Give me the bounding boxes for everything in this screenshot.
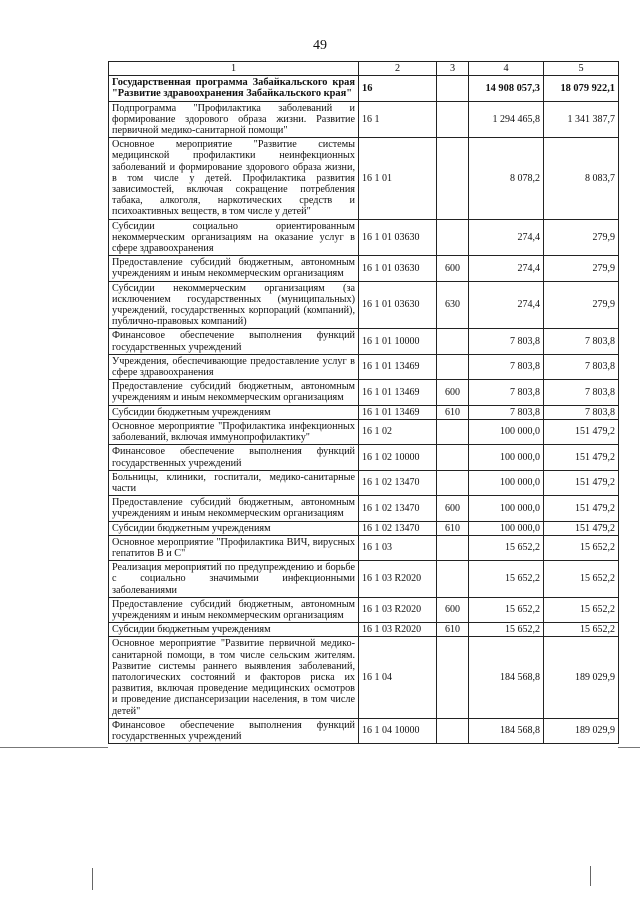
row-amount-2020-cell: 184 568,8 [469,718,544,743]
row-amount-2020-cell: 100 000,0 [469,521,544,535]
row-code-cell: 16 1 02 13470 [359,496,437,521]
row-name-cell: Финансовое обеспечение выполнения функций государственных учреждений [109,329,359,354]
header-cell-code: 2 [359,62,437,76]
scan-artifact-line [0,747,108,748]
row-name-cell: Предоставление субсидий бюджетным, автономным учреждениям и иным некоммерческим организациям [109,380,359,405]
table-row [109,405,619,419]
row-amount-2020-cell: 1 294 465,8 [469,101,544,138]
row-amount-2020-cell: 15 652,2 [469,535,544,560]
row-name-cell: Основное мероприятие "Профилактика инфекционных заболеваний, включая иммунопрофилактику" [109,419,359,444]
table-row [109,561,619,598]
row-code-cell: 16 1 01 13469 [359,354,437,379]
row-expense-type-cell: 630 [437,281,469,329]
row-code-cell: 16 1 02 13470 [359,470,437,495]
row-code-cell: 16 1 04 10000 [359,718,437,743]
row-name-cell: Государственная программа Забайкальского края "Развитие здравоохранения Забайкальского края" [109,76,359,101]
row-amount-2020-cell: 8 078,2 [469,138,544,219]
table-row [109,281,619,329]
row-amount-2020-cell: 7 803,8 [469,354,544,379]
row-amount-2020-cell: 100 000,0 [469,445,544,470]
table-row [109,380,619,405]
row-code-cell: 16 1 01 13469 [359,380,437,405]
row-expense-type-cell: 600 [437,496,469,521]
row-expense-type-cell: 600 [437,256,469,281]
row-code-cell: 16 1 04 [359,637,437,718]
row-name-cell: Финансовое обеспечение выполнения функций государственных учреждений [109,718,359,743]
table-row [109,419,619,444]
row-amount-2020-cell: 15 652,2 [469,597,544,622]
table-body [109,76,619,744]
table-row [109,597,619,622]
row-name-cell: Больницы, клиники, госпитали, медико-санитарные части [109,470,359,495]
row-name-cell: Подпрограмма "Профилактика заболеваний и формирование здорового образа жизни. Развитие первичной медико-санитарной помощи" [109,101,359,138]
row-expense-type-cell: 610 [437,405,469,419]
row-amount-2021-cell: 151 479,2 [544,419,619,444]
row-expense-type-cell [437,101,469,138]
row-name-cell: Основное мероприятие "Развитие первичной медико-санитарной помощи, в том числе сельским жителям. Развитие системы раннего выявления заболеваний, патологических состояний и факторов риска их развития, включая проведение медицинских осмотров и проведение диспансеризации населения, в том числе детей" [109,637,359,718]
row-name-cell: Субсидии некоммерческим организациям (за исключением государственных (муниципальных) учреждений, государственных корпораций (компаний), публично-правовых компаний) [109,281,359,329]
table-row [109,496,619,521]
row-amount-2021-cell: 7 803,8 [544,329,619,354]
table-row [109,521,619,535]
row-expense-type-cell [437,535,469,560]
row-expense-type-cell [437,419,469,444]
row-amount-2020-cell: 100 000,0 [469,496,544,521]
row-name-cell: Субсидии социально ориентированным некоммерческим организациям на оказание услуг в сфере здравоохранения [109,219,359,256]
row-amount-2020-cell: 184 568,8 [469,637,544,718]
row-amount-2020-cell: 7 803,8 [469,329,544,354]
row-name-cell: Субсидии бюджетным учреждениям [109,623,359,637]
row-code-cell: 16 1 01 03630 [359,256,437,281]
row-amount-2020-cell: 100 000,0 [469,470,544,495]
table-row [109,470,619,495]
budget-table [108,61,619,744]
row-name-cell: Предоставление субсидий бюджетным, автономным учреждениям и иным некоммерческим организациям [109,496,359,521]
table-row [109,623,619,637]
page-number: 49 [313,38,327,53]
row-amount-2020-cell: 15 652,2 [469,561,544,598]
scan-artifact-mark [590,866,591,886]
table-row [109,256,619,281]
row-amount-2021-cell: 279,9 [544,256,619,281]
header-cell-2020: 4 [469,62,544,76]
row-code-cell: 16 1 02 10000 [359,445,437,470]
row-expense-type-cell [437,445,469,470]
scan-artifact-mark [92,868,93,890]
table-row [109,138,619,219]
row-amount-2021-cell: 18 079 922,1 [544,76,619,101]
row-amount-2020-cell: 274,4 [469,256,544,281]
header-row [109,62,619,76]
row-code-cell: 16 1 01 [359,138,437,219]
row-code-cell: 16 1 01 10000 [359,329,437,354]
row-code-cell: 16 1 02 [359,419,437,444]
row-expense-type-cell: 610 [437,521,469,535]
row-amount-2020-cell: 14 908 057,3 [469,76,544,101]
table-row [109,329,619,354]
row-code-cell: 16 1 03 R2020 [359,623,437,637]
row-expense-type-cell [437,354,469,379]
row-amount-2021-cell: 151 479,2 [544,470,619,495]
row-name-cell: Финансовое обеспечение выполнения функций государственных учреждений [109,445,359,470]
row-expense-type-cell [437,561,469,598]
header-cell-type: 3 [437,62,469,76]
header-cell-2021: 5 [544,62,619,76]
row-amount-2021-cell: 15 652,2 [544,535,619,560]
row-amount-2021-cell: 189 029,9 [544,718,619,743]
row-amount-2021-cell: 8 083,7 [544,138,619,219]
row-expense-type-cell: 600 [437,597,469,622]
table-row [109,637,619,718]
header-cell-name: 1 [109,62,359,76]
row-amount-2020-cell: 7 803,8 [469,405,544,419]
table-row [109,718,619,743]
table-row [109,76,619,101]
row-expense-type-cell: 600 [437,380,469,405]
row-code-cell: 16 1 01 03630 [359,281,437,329]
row-name-cell: Основное мероприятие "Развитие системы медицинской профилактики неинфекционных заболеваний и формирование здорового образа жизни, в том числе у детей. Профилактика развития зависимостей, включая сокращение потребления табака, алкоголя, наркотических средств и психоактивных веществ, в том числе у детей" [109,138,359,219]
row-name-cell: Предоставление субсидий бюджетным, автономным учреждениям и иным некоммерческим организациям [109,597,359,622]
row-amount-2021-cell: 189 029,9 [544,637,619,718]
row-expense-type-cell [437,219,469,256]
row-code-cell: 16 1 03 R2020 [359,561,437,598]
row-code-cell: 16 1 01 03630 [359,219,437,256]
row-amount-2021-cell: 151 479,2 [544,496,619,521]
row-expense-type-cell: 610 [437,623,469,637]
row-amount-2021-cell: 279,9 [544,281,619,329]
row-code-cell: 16 1 02 13470 [359,521,437,535]
row-name-cell: Субсидии бюджетным учреждениям [109,405,359,419]
row-expense-type-cell [437,138,469,219]
row-code-cell: 16 1 01 13469 [359,405,437,419]
row-amount-2021-cell: 151 479,2 [544,521,619,535]
row-amount-2021-cell: 7 803,8 [544,354,619,379]
scan-artifact-line [618,747,640,748]
row-expense-type-cell [437,76,469,101]
row-code-cell: 16 1 03 R2020 [359,597,437,622]
row-expense-type-cell [437,637,469,718]
row-expense-type-cell [437,470,469,495]
row-name-cell: Учреждения, обеспечивающие предоставление услуг в сфере здравоохранения [109,354,359,379]
row-code-cell: 16 [359,76,437,101]
table-row [109,535,619,560]
row-amount-2020-cell: 274,4 [469,281,544,329]
row-amount-2021-cell: 15 652,2 [544,597,619,622]
row-name-cell: Реализация мероприятий по предупреждению и борьбе с социально значимыми инфекционными заболеваниями [109,561,359,598]
row-amount-2021-cell: 15 652,2 [544,561,619,598]
row-amount-2021-cell: 15 652,2 [544,623,619,637]
row-amount-2021-cell: 279,9 [544,219,619,256]
table-row [109,219,619,256]
row-amount-2021-cell: 151 479,2 [544,445,619,470]
row-amount-2021-cell: 1 341 387,7 [544,101,619,138]
table-row [109,101,619,138]
row-amount-2021-cell: 7 803,8 [544,380,619,405]
row-amount-2020-cell: 100 000,0 [469,419,544,444]
row-amount-2021-cell: 7 803,8 [544,405,619,419]
row-expense-type-cell [437,329,469,354]
row-name-cell: Основное мероприятие "Профилактика ВИЧ, вирусных гепатитов В и С" [109,535,359,560]
row-amount-2020-cell: 274,4 [469,219,544,256]
row-amount-2020-cell: 15 652,2 [469,623,544,637]
table-row [109,445,619,470]
row-name-cell: Субсидии бюджетным учреждениям [109,521,359,535]
row-expense-type-cell [437,718,469,743]
row-name-cell: Предоставление субсидий бюджетным, автономным учреждениям и иным некоммерческим организациям [109,256,359,281]
row-amount-2020-cell: 7 803,8 [469,380,544,405]
row-code-cell: 16 1 03 [359,535,437,560]
row-code-cell: 16 1 [359,101,437,138]
table-row [109,354,619,379]
